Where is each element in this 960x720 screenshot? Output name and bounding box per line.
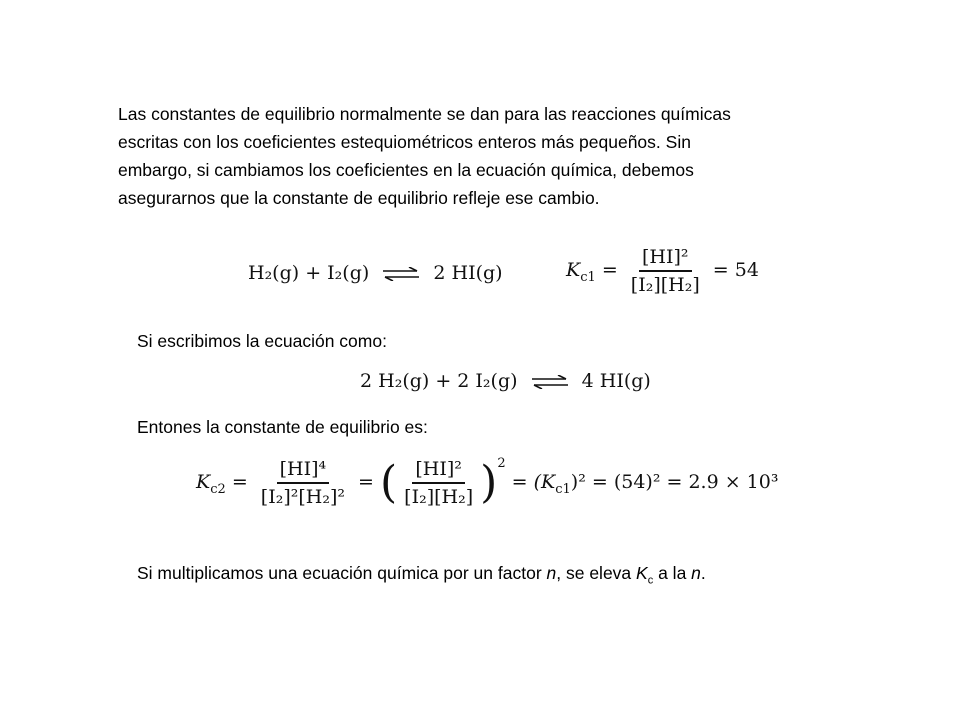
eq1-value: = 54 <box>712 259 759 281</box>
kc-subscript: c <box>647 574 654 587</box>
intro-line-4: asegurarnos que la constante de equilibrio refleje ese cambio. <box>118 188 600 208</box>
eq3-frac2-numerator: [HI]² <box>412 458 465 484</box>
eq3-fraction-2 <box>401 458 476 508</box>
equilibrium-arrow-icon <box>381 267 421 281</box>
eq3-kc1-term: $(K_{c1})^2$ <box>533 471 586 497</box>
equilibrium-arrow-icon <box>530 375 570 389</box>
intro-paragraph <box>118 100 878 212</box>
equation-1-constant: $K_{c1}$ = $\frac{\text{[HI]²}}{\text{[I₂][H₂]}}$ = 54 <box>566 246 759 296</box>
equation-1-reaction <box>248 262 503 284</box>
eq1-products: 2 HI(g) <box>433 262 503 284</box>
equation-3: $K_{c2}$ = $\frac{\text{[HI]⁴}}{\text{[I₂]²[H₂]²}}$ = ( $\frac{\text{[HI]²}}{\text{[I₂][H₂]}}$ )$^2 = (K_{c1})^2 = (54)^2 = 2.9 \times 10^3$ <box>196 455 779 508</box>
eq3-outer-exponent: 2 <box>497 455 506 471</box>
eq2-products: 4 HI(g) <box>581 370 651 392</box>
line-entonces: Entones la constante de equilibrio es: <box>137 417 428 437</box>
eq3-frac1-numerator: [HI]⁴ <box>277 458 330 484</box>
eq3-frac1-denominator: [I₂]²[H₂]² <box>260 486 345 508</box>
line-escribimos: Si escribimos la ecuación como: <box>137 331 387 351</box>
eq1-reactants: H₂(g) + I₂(g) <box>248 262 370 284</box>
eq3-value-term: (54)² <box>613 471 661 493</box>
eq1-denominator: [I₂][H₂] <box>630 274 700 296</box>
kc2-subscript: c2 <box>210 481 226 497</box>
intro-line-3: embargo, si cambiamos los coeficientes en la ecuación química, debemos <box>118 160 694 180</box>
intro-line-1: Las constantes de equilibrio normalmente se dan para las reacciones químicas <box>118 104 731 124</box>
intro-line-2: escritas con los coeficientes estequiométricos enteros más pequeños. Sin <box>118 132 691 152</box>
conclusion-line: Si multiplicamos una ecuación química por un factor n, se eleva $K_c$ a la n. <box>137 563 706 587</box>
eq3-frac2-denominator: [I₂][H₂] <box>404 486 474 508</box>
eq2-reactants: 2 H₂(g) + 2 I₂(g) <box>360 370 518 392</box>
eq3-result: = 2.9 × 10³ <box>666 471 779 493</box>
kc2-symbol: K <box>196 471 211 493</box>
eq1-fraction <box>628 246 703 296</box>
eq1-numerator: [HI]² <box>639 246 692 272</box>
equation-2-reaction <box>360 370 651 392</box>
kc1-subscript: c1 <box>580 269 596 285</box>
kc1-symbol: K <box>566 259 581 281</box>
kc-symbol: K <box>636 563 648 583</box>
eq3-fraction-1 <box>258 458 348 508</box>
